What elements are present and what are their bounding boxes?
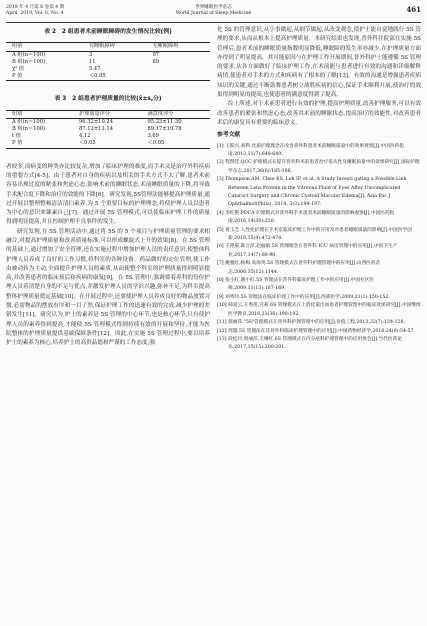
table-row (6, 140, 210, 148)
journal-name-en: World Journal of Sleep Medicine (175, 11, 252, 16)
table-cell: ＜0.05 (141, 140, 210, 148)
table-cell: 5.47 (88, 65, 101, 72)
table2-header: 无睡眠障碍 (146, 43, 210, 51)
references-heading: 参考文献 (217, 132, 241, 139)
reference-item: [13] 段松玲,周丽莎,王琳红.6S 管理模式在内分泌科护理管理中的应用体会[J].当代医药论丛,2017,15(15):200-201. (217, 336, 402, 351)
table-cell: B 组(n＝100) (12, 126, 46, 133)
table-cell: 95.23±11.30 (147, 118, 182, 125)
table2-caption: 表 2 2 组患者术前睡眠障碍的发生情况比较(例) (44, 29, 172, 35)
table3-header: 护理质量评分 (73, 110, 142, 118)
table-cell: P 值 (6, 140, 73, 148)
journal-name (6, 5, 421, 17)
reference-item: [10] 韩爱云,王秀莲,宫莉.6S 管理模式在上消化道出血患者护理管理中的临床效果研究[J].中国继续医学教育,2016,23(36):190-192. (217, 303, 421, 317)
table-row (6, 51, 210, 59)
reference-item: [6] 王艳菊,陈立萍,赵丽娟.5S 管理理念在普外科 ICU 病房管理中的应用[J].中国卫生产业,2017,14(7):88-90. (217, 244, 398, 258)
issue-cn: 2019 年 4 月第 6 卷第 4 期 (6, 5, 65, 10)
table3 (6, 110, 210, 149)
reference-list (217, 143, 421, 353)
table-row (6, 73, 210, 81)
right-column (217, 26, 421, 353)
reference-item: [4] 李红艳.PDCA 护理模式对普外科手术患者术前睡眠质量的影响观察[J].中国医药指南,2016,14(30):250. (217, 210, 395, 225)
table-cell: 96.32±10.24 (78, 118, 114, 125)
reference-item: [2] 程赞佳.QCC 护理模式在提升普外科术前患者治疗依从性及睡眠质量中的效果研究[J].国际护理学杂志,2017,36(6):185-186. (217, 160, 420, 174)
reference-item: [3] Thompson AM, Chee KS, Loh IP, et al. A Study Investi gating a Possible Link Between Lens Protein in the Vitreous Fluid of Eyes After Uncomplicated Cataract Surgery and Chronic Cystoid Macular Edema[J]. Asia Pac J Ophthalmol(Phila), 2014, 3(3):194-197. (217, 177, 407, 208)
table-cell: 87.12±11.14 (78, 126, 114, 133)
table-row (6, 118, 210, 126)
table-row (6, 59, 210, 66)
table2-header: 组别 (6, 43, 83, 51)
table-cell (146, 73, 210, 81)
table-cell: A 组(n＝100) (12, 51, 46, 58)
table-cell: ＜0.05 (73, 140, 142, 148)
reference-item: [5] 黄玉芝.人性化护理在手术室临床护理工作中的应用及对患者睡眠质量的影响[J].中国医学创新,2018,15(4):472-474. (217, 227, 412, 242)
table-cell: ＜0.05 (83, 73, 147, 81)
table-row (6, 66, 210, 73)
page-number: 461 (406, 5, 421, 14)
reference-item: [11] 蔡丽萍."5S"管理模式在普外科护理管理中的应用[J].价值工程,2013,32(7):124-128. (217, 320, 406, 326)
table-cell: 3.69 (147, 133, 160, 140)
body-paragraph: 综上所述,对于术前患者进行有效的护理,提高护理质量,改善护理服务,可以有效改善患者的紧张和焦虑心态,改善其术前的睡眠状态,提高治疗的效能性,对改善患者术后的康复具有重要的临床意义。 (217, 101, 421, 126)
reference-item: [8] 张小红,谢小红.5S 管理法在普外科临床护理工作中的应用[J].中国社区医师,2009,11(13):167-169. (217, 278, 375, 292)
reference-item: [1] 王跃兴,刘利.优质护理理念在改善普外科患者术前睡眠质量中的效果观察[J].中国医药指南,2013,11(7):648-649. (217, 143, 404, 157)
table-row (6, 126, 210, 133)
table-cell: 4.12 (78, 133, 91, 140)
table-cell: 89 (152, 58, 160, 65)
table-cell: t 值 (12, 133, 21, 140)
body-paragraph: 研究发现,在 5S 管理活动中,通过将 5S 的 5 个项目与护理质量管理的要求相融合,对提高护理质量和改善质量标准,可以形成螺旋式上升的效果[8]。在 5S 管理的基础上,通过增加了安全管理,还在实施过程中增加护理人员的责任意识,使整体科护理人员养成了良好的工作习惯,将科室的各种设备、药品做好的定位管理,使工作由被动转为主动,全面提升护理人员的素质,从而使整个科室的护理质量得到明显提高,并改善患者的临床预后和疾病的康复[9]。在 5S 管理中,强调要着养科的每位护理人员着清楚自身的不足与优点,并激发护理人员的学识兴趣,弥补不足,为科室提高整体护理质量奠定基础[10]。在开展过程中,还要使护理人员养成良好的物品放置习惯,必需物品的摆放有序和一目了然,保证护理工作的迅速有效的完成,减少护理的差错发生[11]。研究认为,护士的素养是 5S 管理的中心环节,也是核心环节,只有使护理人员的素养得到提高,才能使 5S 管理模式得到持续有效的开展和坚持,才能为医院整体的护理质量提供基础保障条件[12]。因此,在实施 5S 管理过程中,要以培养护士的素养为核心,培养护士的高贵品德和严谨的工作态度,强 (6, 228, 210, 347)
table-cell: 97 (152, 51, 160, 58)
table2-header: 有睡眠障碍 (83, 43, 147, 51)
reference-item: [12] 周题.5S 管理法在其骨外科临床护理管理中的应用[J].中国药物经济学,2016,24(9):54-57. (217, 328, 415, 334)
table3-header: 满意度评分 (141, 110, 210, 118)
table-cell: 11 (88, 58, 96, 65)
table-cell: P 值 (6, 73, 83, 81)
table-cell: A 组(n＝100) (12, 118, 46, 125)
table-cell: B 组(n＝100) (12, 58, 46, 65)
reference-item: [9] 刘秀玲.5S 管理法在临床护理工作中的应用[J].西部医学,2009,21(1):150-152. (217, 294, 390, 300)
table2 (6, 42, 210, 81)
table3-caption: 表 3 2 组患者护理质量的比较(x̄±s,分) (54, 96, 162, 103)
table-cell: 89.17±10.78 (147, 126, 182, 133)
body-paragraph: 者较多,而病变的种类亦比较复杂,增加了临床护理的难度,而手术又是治疗外科疾病的重要方式[4-5]。由于患者对自身的疾病以及相关的手术方式不太了解,患者术前容易出现过度的紧张和焦虑心态,影响术前的睡眠状态,术前睡眠质量的下降,将导致手术配合度下降和治疗的效能的下降[6]。研究发现,5S管理法能够提高护理质量,通过开展以整理整顿清洁清扫素养,为 5 个重要目标的护理理念,将使护理人员以患者为中心的意识来臻素自己[7]。通过开展 5S 管理模式,可以使临床护理工作的质量得到明显提高,并且控制护理不良事件的发生。 (6, 163, 210, 226)
body-paragraph: 化 5S 的管理意识,从小事做起,从细节做起,从改变观念,使护士能自觉地践行 5S 管理的要求,从而从根本上提高护理质量。本研究结果也发现,普外科住院部在实施 5S 管理后,患者术前的睡眠质量指数明显降低,睡眠障碍发生率亦减少,在护理质量方面亦得到了明显提高。其可能原因与在护理工作开展期间,普外科护士能遵循 5S 管理的要求,从各方面做好了临床护理工作,在术前能与患者进行有效的沟通和详细解释病情,使患者对手术的方式和疾病有了根本的了解[13]。有效的沟通是增强患者疾病知识的关键,通过不断鼓舞患者树立战胜疾病的信心,保证手术顺利开展,使治疗的效果得到明显的提高,也使患者的满意度得到了提高。 (217, 27, 421, 99)
issue-en: April. 2019, Vol. 6, No. 4 (6, 11, 64, 16)
left-column (6, 26, 210, 349)
journal-name-cn: 世界睡眠医学杂志 (195, 5, 232, 10)
page-header (6, 4, 421, 23)
table-row (6, 133, 210, 140)
reference-item: [7] 姚雅红,杨梅,高海英.5S 管理模式在普外科护理管理中的应用[J].山西医药杂志,2006,35(12):1144. (217, 261, 381, 275)
table3-header: 组别 (6, 110, 73, 118)
table-cell: 3 (88, 51, 93, 58)
table-cell: χ² 值 (12, 65, 25, 72)
table-cell (146, 66, 210, 73)
